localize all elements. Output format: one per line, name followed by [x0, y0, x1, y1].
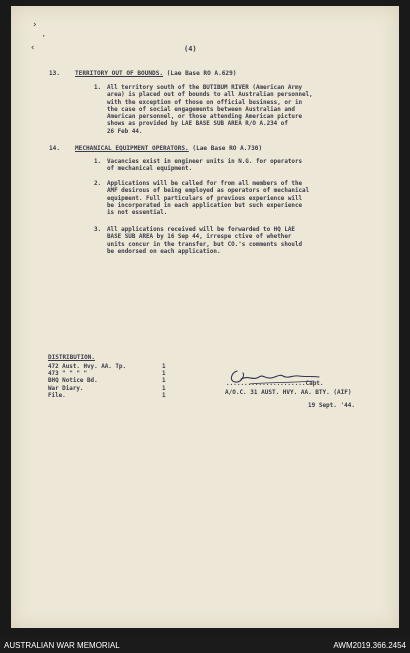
- copies: 1: [162, 392, 166, 399]
- item-text: All applications received will be forwarded to HQ LAE BASE SUB AREA by 16 Sep 44, irrespe ctive of whether units concur in the transfer, but CO.'s comments should be endorsed on each application.: [107, 227, 303, 255]
- page-number: (4): [184, 45, 197, 53]
- copies: 1: [162, 364, 166, 370]
- item-number: 1.: [94, 85, 102, 91]
- item-number: 1.: [94, 159, 102, 165]
- distribution-title: DISTRIBUTION.: [48, 354, 95, 361]
- distribution-list: [48, 364, 178, 400]
- item-text: All territory south of the BUTIBUM RIVER (American Army area) is placed out of bounds to all Australian personnel, with the exception of those on official business, or in the case of social engagements between Australian and American personnel, or those attending American picture shows as provided by LAE BASE SUB AREA R/O A.234 of 26 Feb 44.: [107, 85, 313, 135]
- punch-mark: ›: [32, 20, 38, 30]
- recipient: 473 " " " ": [48, 371, 88, 378]
- section-heading: [49, 70, 236, 77]
- signer-title: A/O.C. 31 AUST. HVY. AA. BTY. (AIF): [225, 389, 352, 396]
- signature-line: ......................Capt.: [226, 380, 324, 387]
- item-number: 3.: [94, 227, 102, 233]
- copies: 1: [162, 371, 166, 378]
- footer-credit: AUSTRALIAN WAR MEMORIAL: [4, 641, 120, 650]
- section-title: MECHANICAL EQUIPMENT OPERATORS.: [75, 145, 189, 152]
- distribution-row: [48, 393, 178, 400]
- item-number: 2.: [94, 181, 102, 187]
- recipient: File.: [48, 392, 66, 399]
- section-heading: [49, 145, 262, 152]
- section-reference: (Lae Base RO A.730): [192, 145, 263, 152]
- document-page: [11, 6, 399, 628]
- distribution-row: [48, 364, 178, 371]
- item-text: Vacancies exist in engineer units in N.G. for operators of mechanical equipment.: [107, 159, 303, 173]
- punch-mark: ·: [41, 32, 47, 42]
- copies: 1: [162, 385, 166, 392]
- section-reference: (Lae Base RO A.629): [166, 70, 237, 77]
- section-number: 13.: [49, 70, 61, 77]
- distribution-row: [48, 386, 178, 393]
- distribution-row: [48, 371, 178, 378]
- item-text: Applications will be called for from all members of the AMF desirous of being employed as operators of mechanical equipment. Full particulars of previous experience will be incorporated in each application but such experience is not essential.: [107, 181, 310, 217]
- copies: 1: [162, 378, 166, 385]
- section-number: 14.: [49, 145, 61, 152]
- recipient: 472 Aust. Hvy. AA. Tp.: [48, 364, 127, 370]
- signature-date: 19 Sept. '44.: [308, 402, 355, 409]
- footer-accession: AWM2019.366.2454: [333, 641, 406, 650]
- distribution-row: [48, 378, 178, 385]
- recipient: BHQ Notice Bd.: [48, 378, 98, 385]
- recipient: War Diary.: [48, 385, 84, 392]
- section-title: TERRITORY OUT OF BOUNDS.: [75, 70, 164, 77]
- punch-mark: ‹: [30, 43, 36, 53]
